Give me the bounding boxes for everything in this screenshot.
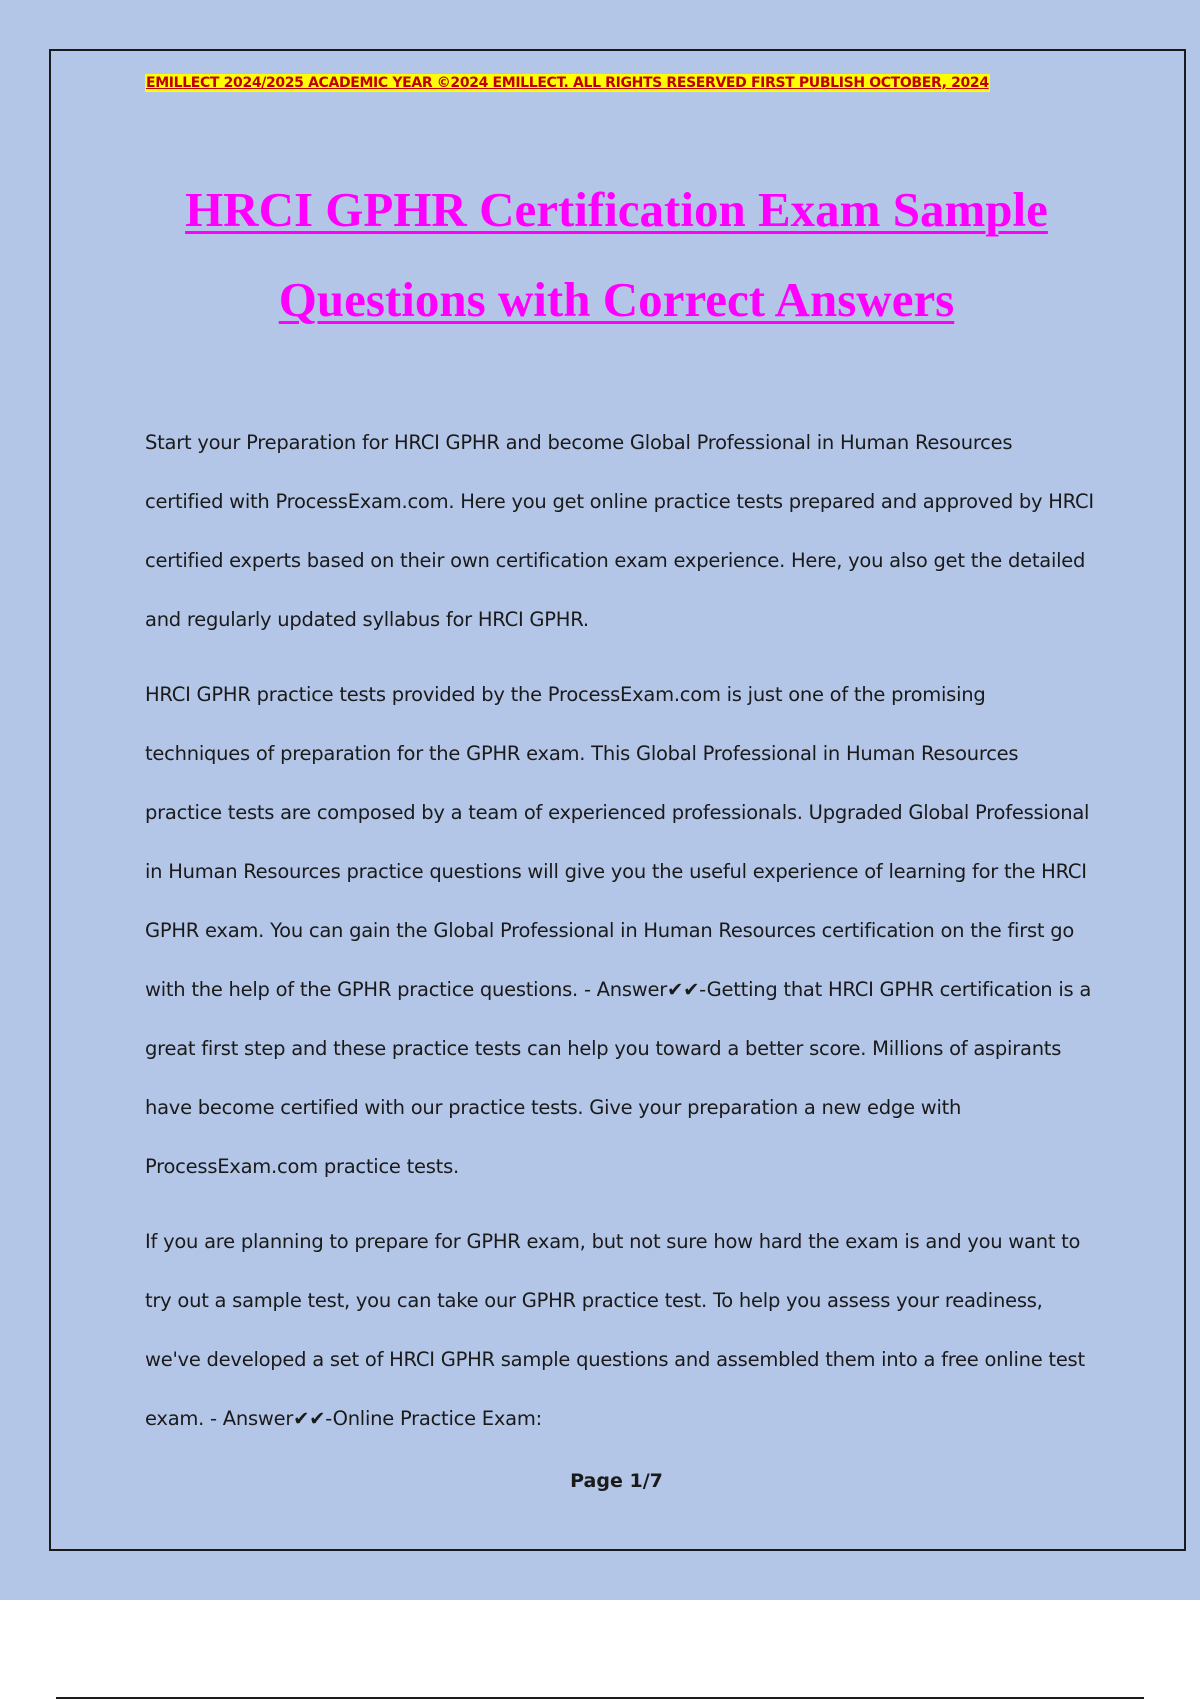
page-number: Page 1/7 [570, 1470, 663, 1492]
document-title: HRCI GPHR Certification Exam Sample Questions with Correct Answers [185, 182, 1048, 327]
paragraph-intro: Start your Preparation for HRCI GPHR and become Global Professional in Human Resources certified with ProcessExam.com. Here you get online practice tests prepared and approved by HRCI certified experts based on their own certification exam experience. Here, you also get the detailed and regularly updated syllabus for HRCI GPHR. [145, 431, 1094, 631]
document-body [145, 413, 1095, 1464]
copyright-banner: EMILLECT 2024/2025 ACADEMIC YEAR ©2024 EMILLECT. ALL RIGHTS RESERVED FIRST PUBLISH OCTOBER, 2024 [146, 75, 989, 91]
paragraph-sample-test: If you are planning to prepare for GPHR exam, but not sure how hard the exam is and you want to try out a sample test, you can take our GPHR practice test. To help you assess your readiness, we've developed a set of HRCI GPHR sample questions and assembled them into a free online test exam. - Answer✔✔-Online Practice Exam: [145, 1230, 1085, 1430]
page-divider [56, 1697, 1144, 1699]
paragraph-practice-tests: HRCI GPHR practice tests provided by the ProcessExam.com is just one of the promising techniques of preparation for the GPHR exam. This Global Professional in Human Resources practice tests are composed by a team of experienced professionals. Upgraded Global Professional in Human Resources practice questions will give you the useful experience of learning for the HRCI GPHR exam. You can gain the Global Professional in Human Resources certification on the first go with the help of the GPHR practice questions. - Answer✔✔-Getting that HRCI GPHR certification is a great first step and these practice tests can help you toward a better score. Millions of aspirants have become certified with our practice tests. Give your preparation a new edge with ProcessExam.com practice tests. [145, 683, 1092, 1178]
